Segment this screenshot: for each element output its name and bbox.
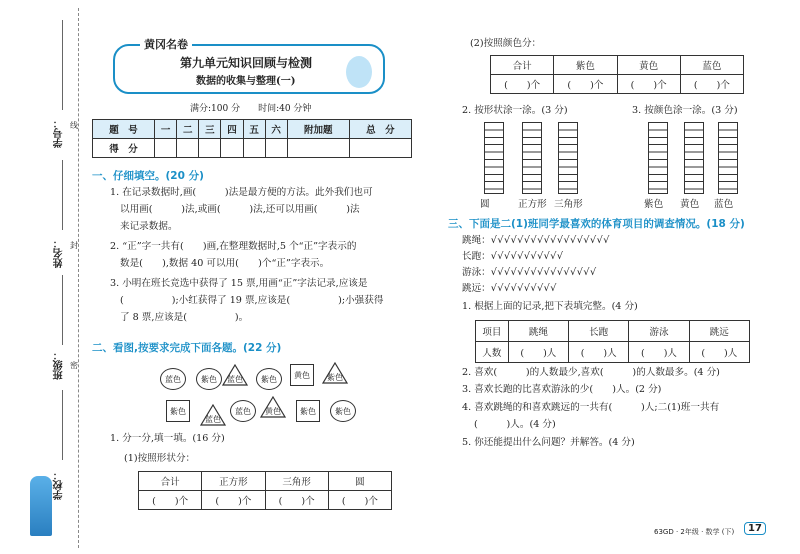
school-line <box>62 390 63 460</box>
color-bar-label: 蓝色 <box>714 199 734 210</box>
circle-shape: 紫色 <box>330 400 356 422</box>
shape-count-cell: ( )个 <box>202 491 265 510</box>
circle-shape: 紫色 <box>256 368 282 390</box>
tally-label: 跳绳： <box>462 235 491 246</box>
score-header-cell: 附加题 <box>287 120 349 139</box>
score-header-cell: 题 号 <box>93 120 155 139</box>
sports-row-label: 人数 <box>476 342 509 363</box>
shape-bar-label: 正方形 <box>518 199 547 210</box>
seal-mark-1: 线 <box>70 121 78 130</box>
sports-header-cell: 长跑 <box>569 321 629 342</box>
q3-4b: ( )人。(4 分) <box>474 419 556 430</box>
score-cell <box>243 139 265 158</box>
section-1-body <box>110 186 383 325</box>
score-header-cell: 三 <box>199 120 221 139</box>
score-table <box>92 119 412 158</box>
q3-4a: 4. 喜欢跳绳的和喜欢跳远的一共有( )人;二(1)班一共有 <box>462 402 720 413</box>
color-header-cell: 合计 <box>491 56 554 75</box>
score-cell <box>177 139 199 158</box>
section-3-title: 三、下面是二(1)班同学最喜欢的体育项目的调查情况。(18 分) <box>448 218 745 230</box>
q2-3-title: 3. 按颜色涂一涂。(3 分) <box>632 105 738 116</box>
tally-marks: √√√√√√√√√√√√√√√√ <box>490 267 597 278</box>
color-bar-label: 黄色 <box>680 199 700 210</box>
shape-count-cell: ( )个 <box>139 491 202 510</box>
name-label: 姓名： <box>54 238 65 268</box>
color-header-cell: 紫色 <box>554 56 617 75</box>
shape-header-cell: 合计 <box>139 472 202 491</box>
tally-row <box>462 266 610 280</box>
tally-marks: √√√√√√√√√√√√√√√√√√ <box>490 235 610 246</box>
shape-count-cell: ( )个 <box>265 491 328 510</box>
tally-row <box>462 234 610 248</box>
page-subtitle: 数据的收集与整理(一) <box>196 76 296 87</box>
score-header-cell: 二 <box>177 120 199 139</box>
class-label: 班级： <box>54 350 65 380</box>
student-no-line <box>62 20 63 110</box>
tally-records <box>462 234 610 298</box>
score-cell <box>155 139 177 158</box>
score-header-cell: 五 <box>243 120 265 139</box>
score-cell <box>221 139 243 158</box>
color-bar[interactable] <box>648 122 668 194</box>
color-count-table <box>490 55 744 94</box>
square-shape: 紫色 <box>296 400 320 422</box>
pencil-mascot-icon <box>30 476 52 536</box>
triangle-shape: 黄色 <box>260 396 286 418</box>
page-number: 17 <box>744 522 766 535</box>
tally-marks: √√√√√√√√√√ <box>490 283 557 294</box>
score-cell <box>265 139 287 158</box>
score-header-cell: 四 <box>221 120 243 139</box>
shape-area <box>160 360 360 430</box>
score-header-cell: 一 <box>155 120 177 139</box>
triangle-shape: 蓝色 <box>222 364 248 386</box>
sports-count-cell: ( )人 <box>569 342 629 363</box>
q3-5: 5. 你还能提出什么问题？并解答。(4 分) <box>462 437 635 448</box>
color-bar[interactable] <box>684 122 704 194</box>
fill-line: 了 8 票,应该是( )。 <box>120 312 249 323</box>
shape-header-cell: 圆 <box>328 472 391 491</box>
shape-bar[interactable] <box>558 122 578 194</box>
student-no-label: 学号： <box>54 118 65 148</box>
sports-count-cell: ( )人 <box>508 342 568 363</box>
q3-3: 3. 喜欢长跑的比喜欢游泳的少( )人。(2 分) <box>462 384 662 395</box>
binding-line <box>78 8 79 548</box>
section-1-title: 一、仔细填空。(20 分) <box>92 170 204 182</box>
fill-line: 2. “正”字一共有( )画,在整理数据时,5 个“正”字表示的 <box>110 241 357 252</box>
score-cell <box>287 139 349 158</box>
color-count-cell: ( )个 <box>680 75 743 94</box>
fill-line: 以用画( )法,或画( )法,还可以用画( )法 <box>120 204 360 215</box>
seal-mark-3: 密 <box>70 361 78 370</box>
shape-bar[interactable] <box>484 122 504 194</box>
name-line <box>62 160 63 230</box>
sports-header-cell: 跳远 <box>689 321 749 342</box>
score-cell <box>349 139 411 158</box>
sports-header-cell: 跳绳 <box>508 321 568 342</box>
color-count-cell: ( )个 <box>491 75 554 94</box>
q2-1-title: 1. 分一分,填一填。(16 分) <box>110 433 225 444</box>
shape-bar-label: 圆 <box>480 199 490 210</box>
q3-2: 2. 喜欢( )的人数最少,喜欢( )的人数最多。(4 分) <box>462 367 720 378</box>
score-cell <box>199 139 221 158</box>
tally-label: 长跑： <box>462 251 491 262</box>
circle-shape: 紫色 <box>196 368 222 390</box>
rabbit-mascot-icon <box>346 56 372 88</box>
sports-count-cell: ( )人 <box>629 342 689 363</box>
tally-label: 游泳： <box>462 267 491 278</box>
fill-line: 3. 小明在班长竞选中获得了 15 票,用画“正”字法记录,应该是 <box>110 278 368 289</box>
circle-shape: 蓝色 <box>160 368 186 390</box>
score-info: 满分:100 分 时间:40 分钟 <box>190 104 312 114</box>
circle-shape: 蓝色 <box>230 400 256 422</box>
sports-header-cell: 游泳 <box>629 321 689 342</box>
sports-header-cell: 项目 <box>476 321 509 342</box>
tally-label: 跳远： <box>462 283 491 294</box>
school-label: 学校： <box>54 470 65 500</box>
q3-1-title: 1. 根据上面的记录,把下表填完整。(4 分) <box>462 301 638 312</box>
footer-book: 63GD · 2年级 · 数学 (下) <box>654 528 735 536</box>
fill-line: ( );小红获得了 19 票,应该是( );小强获得 <box>120 295 384 306</box>
section-2-title: 二、看图,按要求完成下面各题。(22 分) <box>92 342 282 354</box>
shape-bar-label: 三角形 <box>554 199 583 210</box>
tally-row <box>462 250 610 264</box>
color-header-cell: 黄色 <box>617 56 680 75</box>
square-shape: 黄色 <box>290 364 314 386</box>
color-bar-label: 紫色 <box>644 199 664 210</box>
q2-1b-title: (2)按照颜色分： <box>470 38 542 49</box>
color-header-cell: 蓝色 <box>680 56 743 75</box>
tally-marks: √√√√√√√√√√√ <box>490 251 564 262</box>
shape-bar[interactable] <box>522 122 542 194</box>
seal-mark-2: 封 <box>70 241 78 250</box>
sports-table <box>475 320 750 363</box>
color-count-cell: ( )个 <box>554 75 617 94</box>
sports-count-cell: ( )人 <box>689 342 749 363</box>
fill-line: 来记录数据。 <box>120 221 178 232</box>
tally-row <box>462 282 610 296</box>
page-title: 第九单元知识回顾与检测 <box>180 56 313 70</box>
color-bar[interactable] <box>718 122 738 194</box>
square-shape: 紫色 <box>166 400 190 422</box>
fill-line: 1. 在记录数据时,画( )法是最方便的方法。此外我们也可 <box>110 187 373 198</box>
shape-header-cell: 三角形 <box>265 472 328 491</box>
color-count-cell: ( )个 <box>617 75 680 94</box>
shape-count-cell: ( )个 <box>328 491 391 510</box>
score-header-cell: 六 <box>265 120 287 139</box>
score-header-cell: 总 分 <box>349 120 411 139</box>
shape-count-table <box>138 471 392 510</box>
brand-logo: 黄冈名卷 <box>140 36 192 52</box>
q2-2-title: 2. 按形状涂一涂。(3 分) <box>462 105 568 116</box>
score-row-label: 得 分 <box>93 139 155 158</box>
triangle-shape: 紫色 <box>322 362 348 384</box>
class-line <box>62 275 63 345</box>
triangle-shape: 蓝色 <box>200 404 226 426</box>
shape-header-cell: 正方形 <box>202 472 265 491</box>
fill-line: 数是( ),数据 40 可以用( )个“正”字表示。 <box>120 258 330 269</box>
q2-1a-title: (1)按照形状分： <box>124 453 196 464</box>
